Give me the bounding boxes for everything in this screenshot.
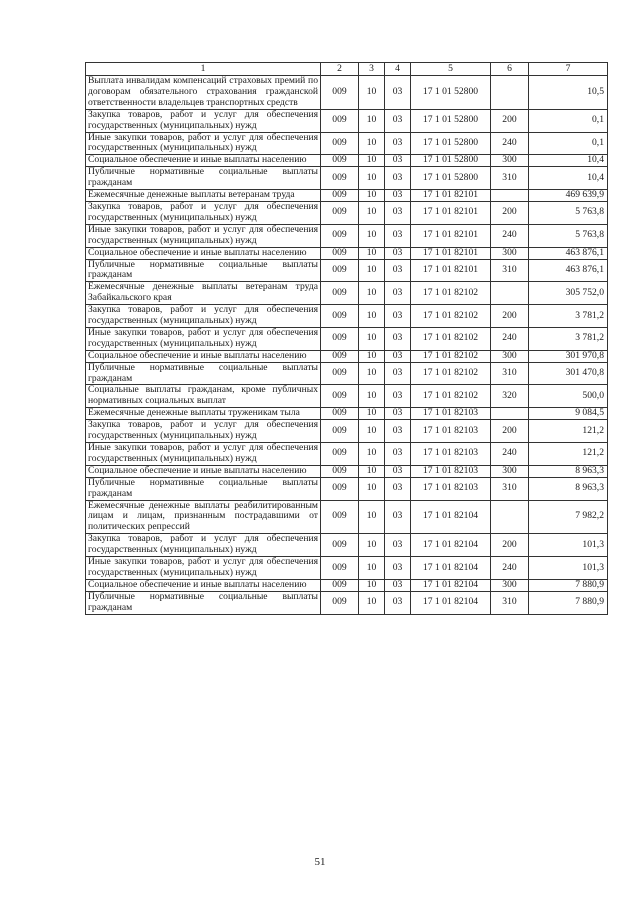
row-name-cell: Закупка товаров, работ и услуг для обеспечения государственных (муниципальных) нужд: [86, 201, 321, 224]
row-name-cell: Публичные нормативные социальные выплаты гражданам: [86, 167, 321, 190]
table-row: [86, 420, 608, 443]
row-name-cell: Иные закупки товаров, работ и услуг для обеспечения государственных (муниципальных) нужд: [86, 443, 321, 466]
row-name-cell: Социальное обеспечение и иные выплаты населению: [86, 579, 321, 591]
expense-type-cell: 300: [491, 350, 529, 362]
amount-cell: 101,3: [529, 534, 608, 557]
expense-type-cell: 240: [491, 443, 529, 466]
target-article-cell: 17 1 01 82103: [411, 420, 491, 443]
amount-cell: 5 763,8: [529, 201, 608, 224]
subsection-code-cell: 03: [385, 557, 411, 580]
subsection-code-cell: 03: [385, 465, 411, 477]
target-article-cell: 17 1 01 52800: [411, 76, 491, 110]
table-row: [86, 579, 608, 591]
amount-cell: 301 970,8: [529, 350, 608, 362]
section-code-cell: 10: [359, 443, 385, 466]
row-name-cell: Публичные нормативные социальные выплаты гражданам: [86, 591, 321, 614]
ministry-code-cell: 009: [321, 282, 359, 305]
amount-cell: 500,0: [529, 385, 608, 408]
row-name-cell: Социальное обеспечение и иные выплаты населению: [86, 465, 321, 477]
section-code-cell: 10: [359, 282, 385, 305]
section-code-cell: 10: [359, 408, 385, 420]
row-name-cell: Ежемесячные денежные выплаты ветеранам труда: [86, 190, 321, 202]
expense-type-cell: 310: [491, 362, 529, 385]
table-row: [86, 109, 608, 132]
amount-cell: 5 763,8: [529, 224, 608, 247]
subsection-code-cell: 03: [385, 477, 411, 500]
section-code-cell: 10: [359, 132, 385, 155]
expense-type-cell: 300: [491, 465, 529, 477]
expense-type-cell: 310: [491, 477, 529, 500]
table-row: [86, 534, 608, 557]
ministry-code-cell: 009: [321, 305, 359, 328]
expense-type-cell: [491, 408, 529, 420]
row-name-cell: Публичные нормативные социальные выплаты гражданам: [86, 477, 321, 500]
row-name-cell: Закупка товаров, работ и услуг для обеспечения государственных (муниципальных) нужд: [86, 305, 321, 328]
amount-cell: 101,3: [529, 557, 608, 580]
expense-type-cell: 300: [491, 155, 529, 167]
table-header-row: [86, 63, 608, 76]
table-row: [86, 465, 608, 477]
expense-type-cell: 320: [491, 385, 529, 408]
section-code-cell: 10: [359, 477, 385, 500]
subsection-code-cell: 03: [385, 132, 411, 155]
amount-cell: 463 876,1: [529, 259, 608, 282]
target-article-cell: 17 1 01 82101: [411, 201, 491, 224]
expense-type-cell: 200: [491, 534, 529, 557]
expense-type-cell: 200: [491, 109, 529, 132]
table-row: [86, 76, 608, 110]
section-code-cell: 10: [359, 420, 385, 443]
section-code-cell: 10: [359, 190, 385, 202]
table-row: [86, 224, 608, 247]
ministry-code-cell: 009: [321, 201, 359, 224]
section-code-cell: 10: [359, 327, 385, 350]
table-row: [86, 350, 608, 362]
target-article-cell: 17 1 01 52800: [411, 132, 491, 155]
target-article-cell: 17 1 01 52800: [411, 109, 491, 132]
target-article-cell: 17 1 01 52800: [411, 155, 491, 167]
expense-type-cell: 310: [491, 591, 529, 614]
ministry-code-cell: 009: [321, 190, 359, 202]
expense-type-cell: 310: [491, 259, 529, 282]
target-article-cell: 17 1 01 82101: [411, 247, 491, 259]
amount-cell: 0,1: [529, 132, 608, 155]
section-code-cell: 10: [359, 534, 385, 557]
row-name-cell: Иные закупки товаров, работ и услуг для обеспечения государственных (муниципальных) нужд: [86, 327, 321, 350]
ministry-code-cell: 009: [321, 224, 359, 247]
table-row: [86, 477, 608, 500]
column-header: 2: [321, 63, 359, 76]
section-code-cell: 10: [359, 259, 385, 282]
amount-cell: 0,1: [529, 109, 608, 132]
expense-type-cell: 200: [491, 201, 529, 224]
section-code-cell: 10: [359, 465, 385, 477]
row-name-cell: Социальное обеспечение и иные выплаты населению: [86, 247, 321, 259]
row-name-cell: Иные закупки товаров, работ и услуг для обеспечения государственных (муниципальных) нужд: [86, 557, 321, 580]
section-code-cell: 10: [359, 557, 385, 580]
amount-cell: 463 876,1: [529, 247, 608, 259]
row-name-cell: Ежемесячные денежные выплаты труженикам тыла: [86, 408, 321, 420]
table-row: [86, 408, 608, 420]
amount-cell: 121,2: [529, 420, 608, 443]
ministry-code-cell: 009: [321, 167, 359, 190]
table-row: [86, 190, 608, 202]
table-row: [86, 362, 608, 385]
ministry-code-cell: 009: [321, 408, 359, 420]
subsection-code-cell: 03: [385, 282, 411, 305]
table-row: [86, 167, 608, 190]
subsection-code-cell: 03: [385, 408, 411, 420]
row-name-cell: Закупка товаров, работ и услуг для обеспечения государственных (муниципальных) нужд: [86, 534, 321, 557]
ministry-code-cell: 009: [321, 327, 359, 350]
ministry-code-cell: 009: [321, 477, 359, 500]
target-article-cell: 17 1 01 82103: [411, 443, 491, 466]
amount-cell: 121,2: [529, 443, 608, 466]
column-header: 4: [385, 63, 411, 76]
ministry-code-cell: 009: [321, 132, 359, 155]
target-article-cell: 17 1 01 82104: [411, 534, 491, 557]
row-name-cell: Публичные нормативные социальные выплаты гражданам: [86, 259, 321, 282]
row-name-cell: Выплата инвалидам компенсаций страховых премий по договорам обязательного страхования гражданской ответственности владельцев транспортных средств: [86, 76, 321, 110]
table-row: [86, 132, 608, 155]
table-row: [86, 443, 608, 466]
table-row: [86, 201, 608, 224]
target-article-cell: 17 1 01 82102: [411, 282, 491, 305]
table-row: [86, 282, 608, 305]
amount-cell: 7 982,2: [529, 500, 608, 534]
target-article-cell: 17 1 01 82102: [411, 305, 491, 328]
table-row: [86, 305, 608, 328]
target-article-cell: 17 1 01 82102: [411, 327, 491, 350]
section-code-cell: 10: [359, 362, 385, 385]
ministry-code-cell: 009: [321, 557, 359, 580]
subsection-code-cell: 03: [385, 190, 411, 202]
expense-type-cell: [491, 500, 529, 534]
target-article-cell: 17 1 01 82101: [411, 259, 491, 282]
row-name-cell: Ежемесячные денежные выплаты реабилитированным лицам и лицам, признанным пострадавшими от политических репрессий: [86, 500, 321, 534]
subsection-code-cell: 03: [385, 362, 411, 385]
amount-cell: 301 470,8: [529, 362, 608, 385]
subsection-code-cell: 03: [385, 420, 411, 443]
target-article-cell: 17 1 01 82103: [411, 408, 491, 420]
amount-cell: 10,5: [529, 76, 608, 110]
subsection-code-cell: 03: [385, 201, 411, 224]
section-code-cell: 10: [359, 247, 385, 259]
subsection-code-cell: 03: [385, 155, 411, 167]
ministry-code-cell: 009: [321, 385, 359, 408]
page-number: 51: [314, 856, 326, 868]
ministry-code-cell: 009: [321, 500, 359, 534]
expense-type-cell: [491, 282, 529, 305]
section-code-cell: 10: [359, 385, 385, 408]
table-row: [86, 155, 608, 167]
ministry-code-cell: 009: [321, 109, 359, 132]
subsection-code-cell: 03: [385, 534, 411, 557]
section-code-cell: 10: [359, 579, 385, 591]
table-row: [86, 259, 608, 282]
ministry-code-cell: 009: [321, 534, 359, 557]
ministry-code-cell: 009: [321, 443, 359, 466]
section-code-cell: 10: [359, 350, 385, 362]
subsection-code-cell: 03: [385, 591, 411, 614]
subsection-code-cell: 03: [385, 224, 411, 247]
table-row: [86, 557, 608, 580]
subsection-code-cell: 03: [385, 500, 411, 534]
row-name-cell: Социальное обеспечение и иные выплаты населению: [86, 155, 321, 167]
target-article-cell: 17 1 01 82102: [411, 350, 491, 362]
amount-cell: 469 639,9: [529, 190, 608, 202]
ministry-code-cell: 009: [321, 362, 359, 385]
target-article-cell: 17 1 01 82101: [411, 190, 491, 202]
subsection-code-cell: 03: [385, 305, 411, 328]
subsection-code-cell: 03: [385, 109, 411, 132]
amount-cell: 8 963,3: [529, 477, 608, 500]
subsection-code-cell: 03: [385, 443, 411, 466]
expense-type-cell: 240: [491, 327, 529, 350]
table-body: [86, 76, 608, 615]
section-code-cell: 10: [359, 167, 385, 190]
target-article-cell: 17 1 01 82103: [411, 465, 491, 477]
table-row: [86, 591, 608, 614]
subsection-code-cell: 03: [385, 247, 411, 259]
target-article-cell: 17 1 01 82101: [411, 224, 491, 247]
ministry-code-cell: 009: [321, 591, 359, 614]
expense-type-cell: 240: [491, 132, 529, 155]
section-code-cell: 10: [359, 224, 385, 247]
table-row: [86, 247, 608, 259]
expense-type-cell: 300: [491, 247, 529, 259]
row-name-cell: Закупка товаров, работ и услуг для обеспечения государственных (муниципальных) нужд: [86, 420, 321, 443]
amount-cell: 7 880,9: [529, 579, 608, 591]
target-article-cell: 17 1 01 82104: [411, 591, 491, 614]
expense-type-cell: 300: [491, 579, 529, 591]
expense-type-cell: 240: [491, 224, 529, 247]
expense-type-cell: [491, 76, 529, 110]
expense-type-cell: 200: [491, 305, 529, 328]
target-article-cell: 17 1 01 82104: [411, 557, 491, 580]
expense-type-cell: [491, 190, 529, 202]
table-row: [86, 500, 608, 534]
target-article-cell: 17 1 01 82102: [411, 385, 491, 408]
amount-cell: 10,4: [529, 155, 608, 167]
target-article-cell: 17 1 01 82104: [411, 579, 491, 591]
expense-type-cell: 240: [491, 557, 529, 580]
expense-type-cell: 310: [491, 167, 529, 190]
section-code-cell: 10: [359, 305, 385, 328]
subsection-code-cell: 03: [385, 76, 411, 110]
row-name-cell: Ежемесячные денежные выплаты ветеранам труда Забайкальского края: [86, 282, 321, 305]
section-code-cell: 10: [359, 201, 385, 224]
budget-table: [85, 62, 608, 615]
amount-cell: 3 781,2: [529, 305, 608, 328]
amount-cell: 3 781,2: [529, 327, 608, 350]
ministry-code-cell: 009: [321, 76, 359, 110]
target-article-cell: 17 1 01 82102: [411, 362, 491, 385]
ministry-code-cell: 009: [321, 579, 359, 591]
section-code-cell: 10: [359, 155, 385, 167]
row-name-cell: Иные закупки товаров, работ и услуг для обеспечения государственных (муниципальных) нужд: [86, 224, 321, 247]
section-code-cell: 10: [359, 109, 385, 132]
amount-cell: 10,4: [529, 167, 608, 190]
column-header: 1: [86, 63, 321, 76]
target-article-cell: 17 1 01 82103: [411, 477, 491, 500]
subsection-code-cell: 03: [385, 327, 411, 350]
column-header: 5: [411, 63, 491, 76]
section-code-cell: 10: [359, 500, 385, 534]
subsection-code-cell: 03: [385, 259, 411, 282]
subsection-code-cell: 03: [385, 167, 411, 190]
subsection-code-cell: 03: [385, 350, 411, 362]
subsection-code-cell: 03: [385, 579, 411, 591]
table-row: [86, 385, 608, 408]
row-name-cell: Публичные нормативные социальные выплаты гражданам: [86, 362, 321, 385]
amount-cell: 7 880,9: [529, 591, 608, 614]
amount-cell: 9 084,5: [529, 408, 608, 420]
row-name-cell: Социальные выплаты гражданам, кроме публичных нормативных социальных выплат: [86, 385, 321, 408]
amount-cell: 305 752,0: [529, 282, 608, 305]
ministry-code-cell: 009: [321, 259, 359, 282]
amount-cell: 8 963,3: [529, 465, 608, 477]
column-header: 3: [359, 63, 385, 76]
table-row: [86, 327, 608, 350]
ministry-code-cell: 009: [321, 350, 359, 362]
row-name-cell: Закупка товаров, работ и услуг для обеспечения государственных (муниципальных) нужд: [86, 109, 321, 132]
column-header: 6: [491, 63, 529, 76]
ministry-code-cell: 009: [321, 420, 359, 443]
expense-type-cell: 200: [491, 420, 529, 443]
row-name-cell: Иные закупки товаров, работ и услуг для обеспечения государственных (муниципальных) нужд: [86, 132, 321, 155]
ministry-code-cell: 009: [321, 465, 359, 477]
target-article-cell: 17 1 01 52800: [411, 167, 491, 190]
section-code-cell: 10: [359, 76, 385, 110]
ministry-code-cell: 009: [321, 155, 359, 167]
row-name-cell: Социальное обеспечение и иные выплаты населению: [86, 350, 321, 362]
section-code-cell: 10: [359, 591, 385, 614]
ministry-code-cell: 009: [321, 247, 359, 259]
column-header: 7: [529, 63, 608, 76]
subsection-code-cell: 03: [385, 385, 411, 408]
target-article-cell: 17 1 01 82104: [411, 500, 491, 534]
